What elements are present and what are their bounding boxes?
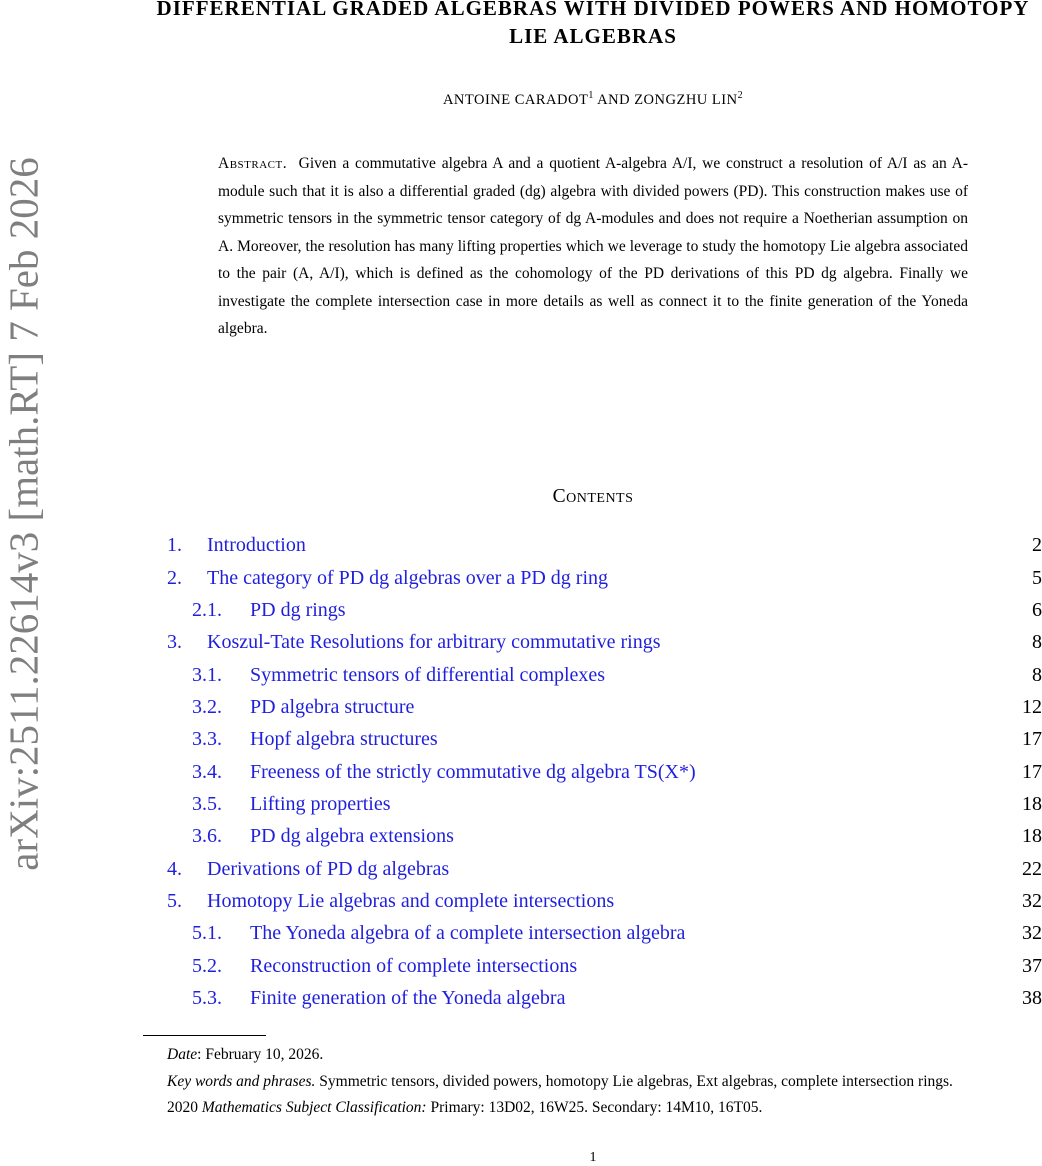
msc-prefix: 2020 xyxy=(167,1099,202,1116)
toc-entry-page: 38 xyxy=(1022,987,1042,1009)
toc-entry-number: 5.3. xyxy=(192,987,222,1009)
abstract-text: Given a commutative algebra A and a quotient A-algebra A/I, we construct a resolution of A/I as an A-module such that it is also a differential graded (dg) algebra with divided powers (PD). This construction makes use of symmetric tensors in the symmetric tensor category of dg A-modules and does not require a Noetherian assumption on A. Moreover, the resolution has many lifting properties which we leverage to study the homotopy Lie algebra associated to the pair (A, A/I), which is defined as the cohomology of the PD derivations of this PD dg algebra. Finally we investigate the complete intersection case in more details as well as connect it to the finite generation of the Yoneda algebra. xyxy=(218,155,968,337)
toc-entry-number: 3. xyxy=(167,631,182,653)
keywords-value: Symmetric tensors, divided powers, homotopy Lie algebras, Ext algebras, complete intersection rings. xyxy=(315,1072,953,1090)
toc-entry[interactable] xyxy=(0,854,1042,884)
abstract xyxy=(218,150,968,343)
toc-entry-number: 5.2. xyxy=(192,955,222,977)
author-second: ZONGZHU LIN xyxy=(634,91,738,108)
toc-entry[interactable] xyxy=(0,660,1042,690)
toc-entry-number: 3.1. xyxy=(192,664,222,686)
toc-entry-title[interactable]: Freeness of the strictly commutative dg algebra TS(X*) xyxy=(250,761,696,783)
toc-entry-page: 18 xyxy=(1022,825,1042,847)
toc-entry-title[interactable]: PD dg rings xyxy=(250,599,346,621)
toc-entry-number: 3.2. xyxy=(192,696,222,718)
author-conjunction: AND xyxy=(593,91,635,108)
toc-entry-number: 5. xyxy=(167,890,182,912)
toc-entry-title[interactable]: PD algebra structure xyxy=(250,696,415,718)
footnote-rule xyxy=(143,1035,266,1036)
toc-entry[interactable] xyxy=(0,757,1042,787)
toc-entry-number: 1. xyxy=(167,534,182,556)
author-second-mark: 2 xyxy=(737,90,744,101)
toc-entry-page: 17 xyxy=(1022,761,1042,783)
toc-entry-title[interactable]: The category of PD dg algebras over a PD dg ring xyxy=(207,567,608,589)
author-first-mark: 1 xyxy=(588,90,594,101)
footnote-date xyxy=(143,1042,1013,1069)
abstract-label: Abstract. xyxy=(218,155,288,172)
toc-entry-title[interactable]: Introduction xyxy=(207,534,306,556)
arxiv-id: arXiv:2511.22614v3 [math.RT] 7 Feb 2026 xyxy=(1,157,47,871)
toc-entry-number: 3.4. xyxy=(192,761,222,783)
date-value: : February 10, 2026. xyxy=(197,1046,324,1063)
author-first: ANTOINE CARADOT xyxy=(442,91,589,108)
toc-entry-page: 18 xyxy=(1022,793,1042,815)
toc-entry-number: 3.5. xyxy=(192,793,222,815)
page-number: 1 xyxy=(589,1150,597,1165)
toc-entry-page: 8 xyxy=(1032,631,1042,653)
footnotes xyxy=(143,1042,1013,1122)
toc-entry-number: 3.6. xyxy=(192,825,222,847)
footnote-msc xyxy=(143,1095,1013,1122)
toc-entry-page: 12 xyxy=(1022,696,1042,718)
toc-entry[interactable] xyxy=(0,563,1042,593)
toc-entry[interactable] xyxy=(0,627,1042,657)
toc-entry-title[interactable]: Hopf algebra structures xyxy=(250,728,438,750)
toc-entry-page: 2 xyxy=(1032,534,1042,556)
toc-entry-page: 37 xyxy=(1022,955,1042,977)
toc-entry-title[interactable]: Koszul-Tate Resolutions for arbitrary commutative rings xyxy=(207,631,661,653)
authors xyxy=(140,90,1042,109)
toc-entry-number: 4. xyxy=(167,858,182,880)
paper-title: DIFFERENTIAL GRADED ALGEBRAS WITH DIVIDED POWERS AND HOMOTOPY LIE ALGEBRAS xyxy=(156,0,1030,48)
date-label: Date xyxy=(167,1046,198,1063)
contents-heading: Contents xyxy=(552,486,634,507)
toc-entry[interactable] xyxy=(0,692,1042,722)
toc-entry-title[interactable]: Finite generation of the Yoneda algebra xyxy=(250,987,566,1009)
toc-entry-title[interactable]: Derivations of PD dg algebras xyxy=(207,858,450,880)
toc-entry[interactable] xyxy=(0,983,1042,1013)
toc-entry-page: 32 xyxy=(1022,922,1042,944)
keywords-label: Key words and phrases. xyxy=(167,1072,316,1090)
toc-entry[interactable] xyxy=(0,530,1042,560)
msc-label: Mathematics Subject Classification: xyxy=(201,1099,427,1116)
toc-entry-title[interactable]: Homotopy Lie algebras and complete intersections xyxy=(207,890,615,912)
toc-entry[interactable] xyxy=(0,724,1042,754)
toc-entry-title[interactable]: Lifting properties xyxy=(250,793,391,815)
msc-value: Primary: 13D02, 16W25. Secondary: 14M10, 16T05. xyxy=(426,1099,763,1116)
toc-entry[interactable] xyxy=(0,886,1042,916)
footnote-keywords xyxy=(143,1069,1013,1096)
toc-entry[interactable] xyxy=(0,789,1042,819)
toc-entry[interactable] xyxy=(0,918,1042,948)
toc-entry-page: 5 xyxy=(1032,567,1042,589)
toc-entry[interactable] xyxy=(0,951,1042,981)
toc-entry-number: 5.1. xyxy=(192,922,222,944)
toc-entry-number: 2.1. xyxy=(192,599,222,621)
toc-entry-number: 2. xyxy=(167,567,182,589)
toc-entry-title[interactable]: Reconstruction of complete intersections xyxy=(250,955,578,977)
toc-entry-title[interactable]: Symmetric tensors of differential complexes xyxy=(250,664,606,686)
toc-entry-page: 8 xyxy=(1032,664,1042,686)
toc-entry-page: 17 xyxy=(1022,728,1042,750)
toc-entry-page: 22 xyxy=(1022,858,1042,880)
toc-entry-title[interactable]: The Yoneda algebra of a complete intersection algebra xyxy=(250,922,686,944)
toc-entry-title[interactable]: PD dg algebra extensions xyxy=(250,825,454,847)
toc-entry[interactable] xyxy=(0,595,1042,625)
toc-entry[interactable] xyxy=(0,821,1042,851)
toc-entry-page: 6 xyxy=(1032,599,1042,621)
toc-entry-page: 32 xyxy=(1022,890,1042,912)
toc-entry-number: 3.3. xyxy=(192,728,222,750)
